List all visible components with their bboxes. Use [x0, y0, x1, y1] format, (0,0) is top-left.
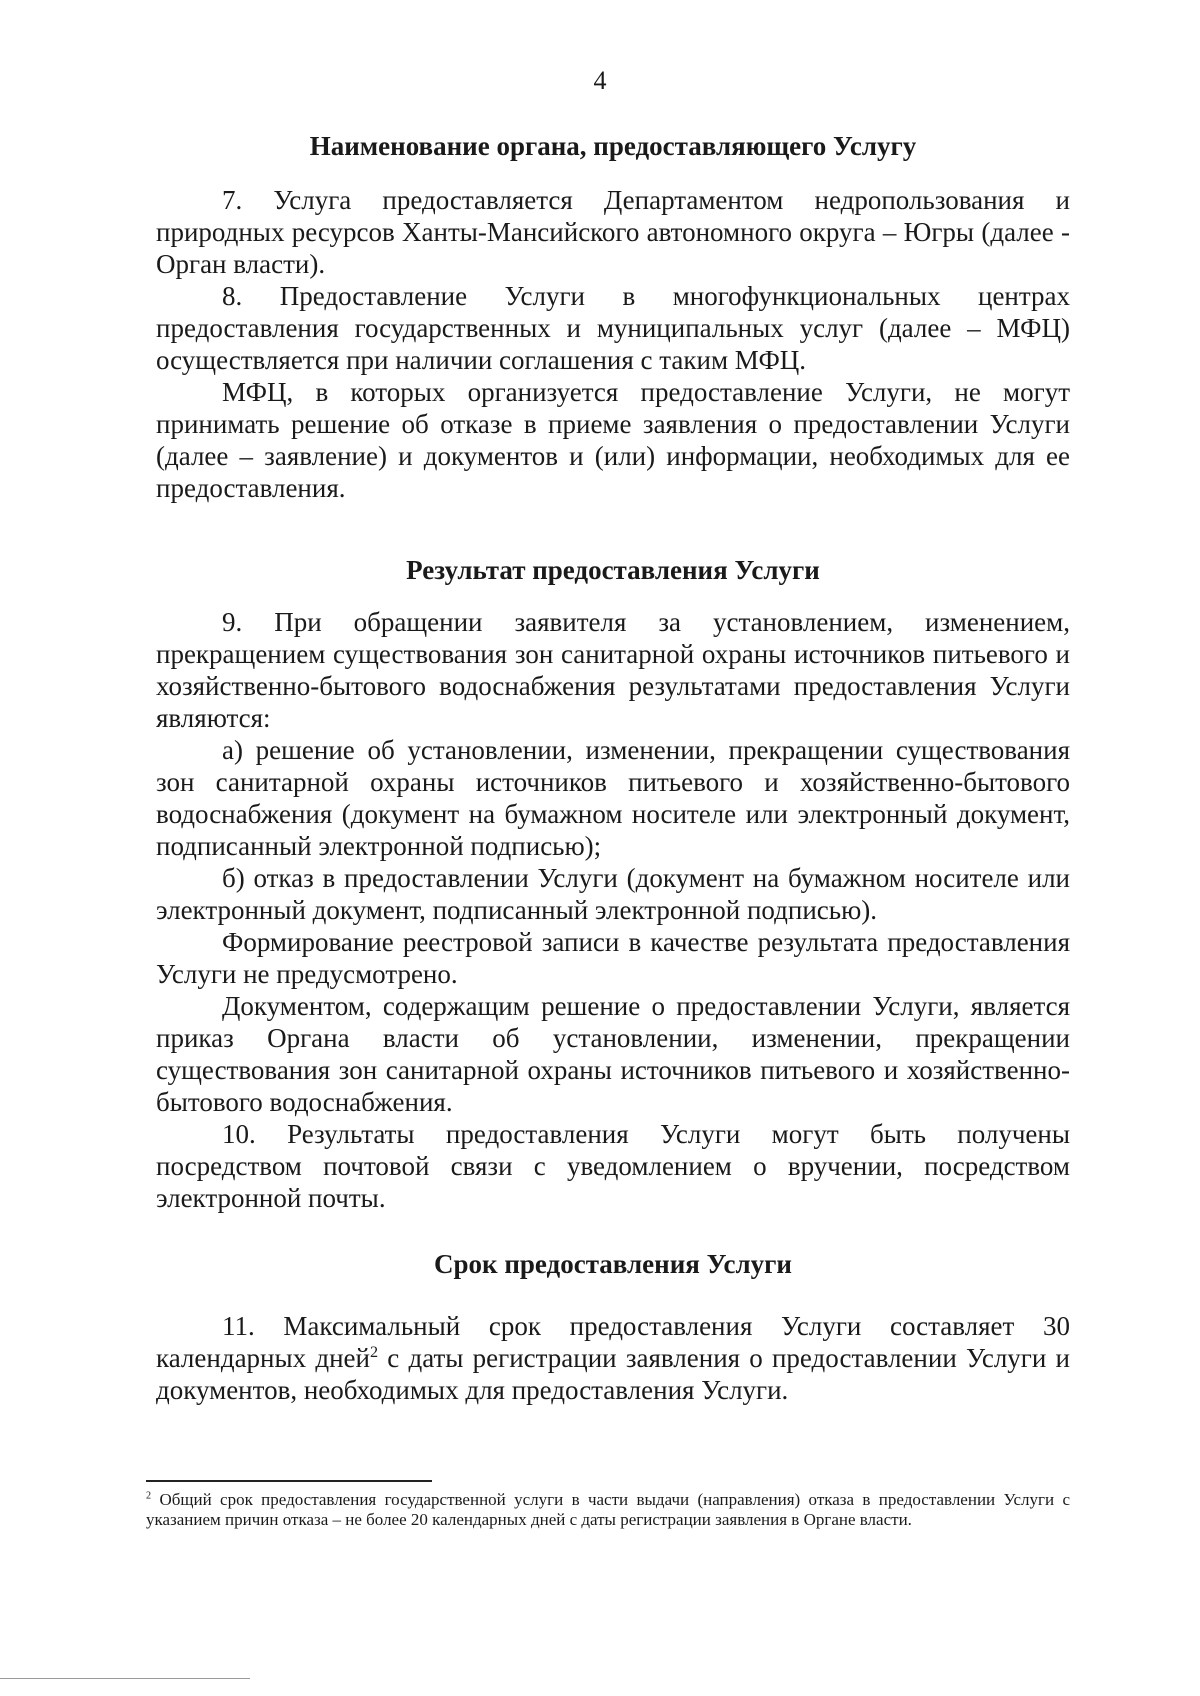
- paragraph-10: 10. Результаты предоставления Услуги могут быть получены посредством почтовой связи с уведомлением о вручении, посредством электронной почты.: [156, 1119, 1070, 1213]
- section-heading-authority: Наименование органа, предоставляющего Услугу: [309, 131, 917, 161]
- footnote: [146, 1490, 1070, 1530]
- section-heading-result: Результат предоставления Услуги: [406, 555, 820, 585]
- section-heading-term: Срок предоставления Услуги: [434, 1249, 792, 1279]
- footnote-marker: 2: [146, 1490, 152, 1502]
- paragraph-7: 7. Услуга предоставляется Департаментом недропользования и природных ресурсов Ханты-Мансийского автономного округа – Югры (далее - Орган власти).: [156, 185, 1070, 279]
- paragraph-9b: б) отказ в предоставлении Услуги (документ на бумажном носителе или электронный документ, подписанный электронной подписью).: [156, 863, 1070, 925]
- paragraph-9: 9. При обращении заявителя за установлением, изменением, прекращением существования зон санитарной охраны источников питьевого и хозяйственно-бытового водоснабжения результатами предоставления Услуги являются:: [156, 607, 1070, 733]
- footnote-separator: [146, 1480, 432, 1482]
- footnote-ref-2: 2: [369, 1343, 379, 1361]
- paragraph-mfc: МФЦ, в которых организуется предоставление Услуги, не могут принимать решение об отказе в приеме заявления о предоставлении Услуги (далее – заявление) и документов и (или) информации, необходимых для ее предоставления.: [156, 377, 1070, 503]
- paragraph-11: [156, 1310, 1070, 1406]
- page-number: 4: [593, 66, 607, 95]
- paragraph-9a: а) решение об установлении, изменении, прекращении существования зон санитарной охраны источников питьевого и хозяйственно-бытового водоснабжения (документ на бумажном носителе или электронный документ, подписанный электронной подписью);: [156, 735, 1070, 861]
- footnote-text: Общий срок предоставления государственной услуги в части выдачи (направления) отказа в предоставлении Услуги с указанием причин отказа – не более 20 календарных дней с даты регистрации заявления в Органе власти.: [146, 1490, 1070, 1529]
- paragraph-registry: Формирование реестровой записи в качестве результата предоставления Услуги не предусмотрено.: [156, 927, 1070, 989]
- paragraph-decision-document: Документом, содержащим решение о предоставлении Услуги, является приказ Органа власти об установлении, изменении, прекращении существования зон санитарной охраны источников питьевого и хозяйственно-бытового водоснабжения.: [156, 991, 1070, 1117]
- scan-edge-line: [0, 1678, 250, 1679]
- paragraph-11-text-end: с даты регистрации заявления о предоставлении Услуги и документов, необходимых для предоставления Услуги.: [156, 1343, 1070, 1405]
- page-content: [156, 130, 1070, 1406]
- paragraph-8: 8. Предоставление Услуги в многофункциональных центрах предоставления государственных и муниципальных услуг (далее – МФЦ) осуществляется при наличии соглашения с таким МФЦ.: [156, 281, 1070, 375]
- paragraph-11-text-start: 11. Максимальный срок предоставления Услуги составляет 30 календарных дней: [156, 1311, 1070, 1373]
